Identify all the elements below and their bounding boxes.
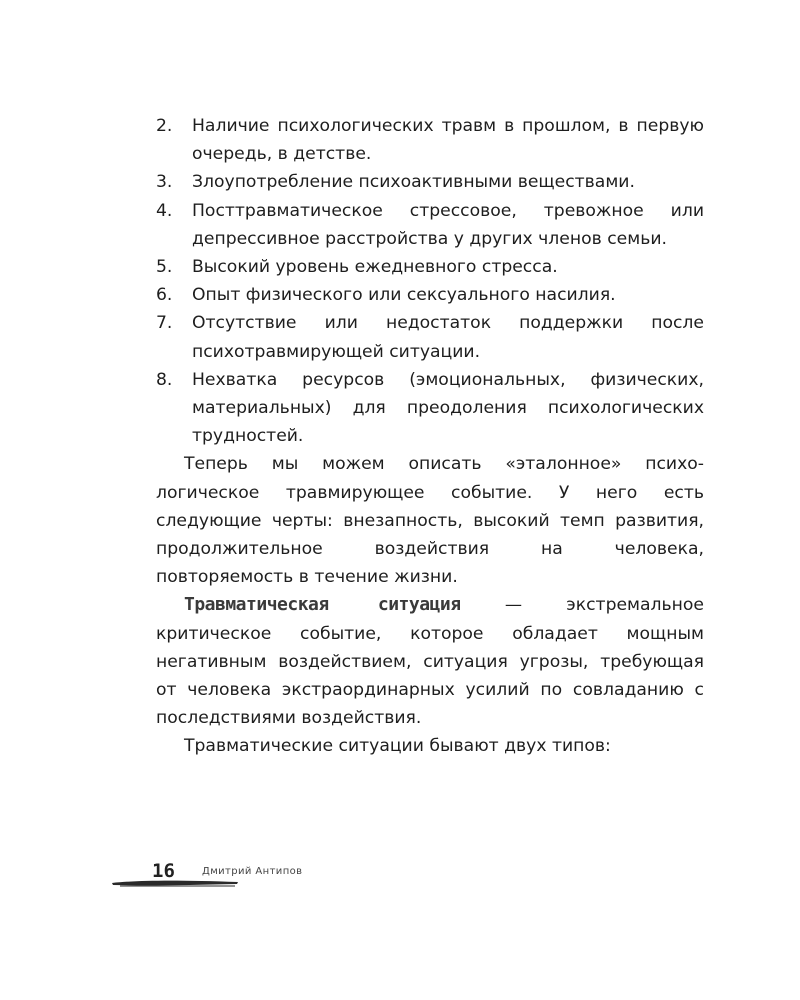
list-item-text: Посттравматическое стрессовое, тревожное или депрессивное расстройства у других членов семьи. (192, 200, 704, 249)
list-item (156, 309, 704, 365)
list-item-number: 5. (156, 257, 173, 278)
list-item (156, 281, 704, 309)
list-item-text: Наличие психологических травм в прошлом, в первую очередь, в детстве. (192, 116, 704, 165)
list-item-number: 7. (156, 313, 173, 334)
definition-paragraph (156, 591, 704, 732)
body-paragraph: Травматические ситуации бывают двух типов: (184, 736, 611, 757)
list-item-text: Злоупотребление психоактивными веществами. (192, 172, 635, 193)
list-item-text: Отсутствие или недостаток поддержки после психотравмирующей ситуации. (192, 313, 704, 362)
page-body (156, 112, 704, 761)
definition-term: Травматическая ситуация (184, 594, 461, 616)
risk-factor-list (156, 112, 704, 450)
running-footer-author: Дмитрий Антипов (202, 866, 303, 877)
list-item (156, 112, 704, 168)
list-item (156, 253, 704, 281)
list-item-text: Опыт физического или сексуального насилия. (192, 285, 616, 306)
list-item-number: 4. (156, 200, 173, 221)
page-footer (110, 856, 370, 892)
definition-text: — экстремальное критическое событие, которое обладает мощным негативным воздействием, ситуация угрозы, требующая от человека экстраординарных усилий по совладанию с последствиями воздействия. (156, 595, 704, 729)
list-item (156, 366, 704, 451)
list-item-text: Высокий уровень ежедневного стресса. (192, 257, 558, 278)
list-item (156, 168, 704, 196)
list-item (156, 197, 704, 253)
list-item-text: Нехватка ресурсов (эмоциональных, физических, материальных) для преодоления психологических трудностей. (192, 369, 704, 447)
body-paragraph: Теперь мы можем описать «эталонное» психологическое травмирующее событие. У него есть следующие черты: внезапность, высокий темп развития, продолжительное воздействия на человека, повторяемость в течение жизни. (156, 454, 704, 588)
list-item-number: 3. (156, 172, 173, 193)
list-item-number: 2. (156, 116, 173, 136)
list-item-number: 8. (156, 369, 173, 390)
page-number: 16 (152, 860, 175, 882)
list-item-number: 6. (156, 285, 173, 306)
